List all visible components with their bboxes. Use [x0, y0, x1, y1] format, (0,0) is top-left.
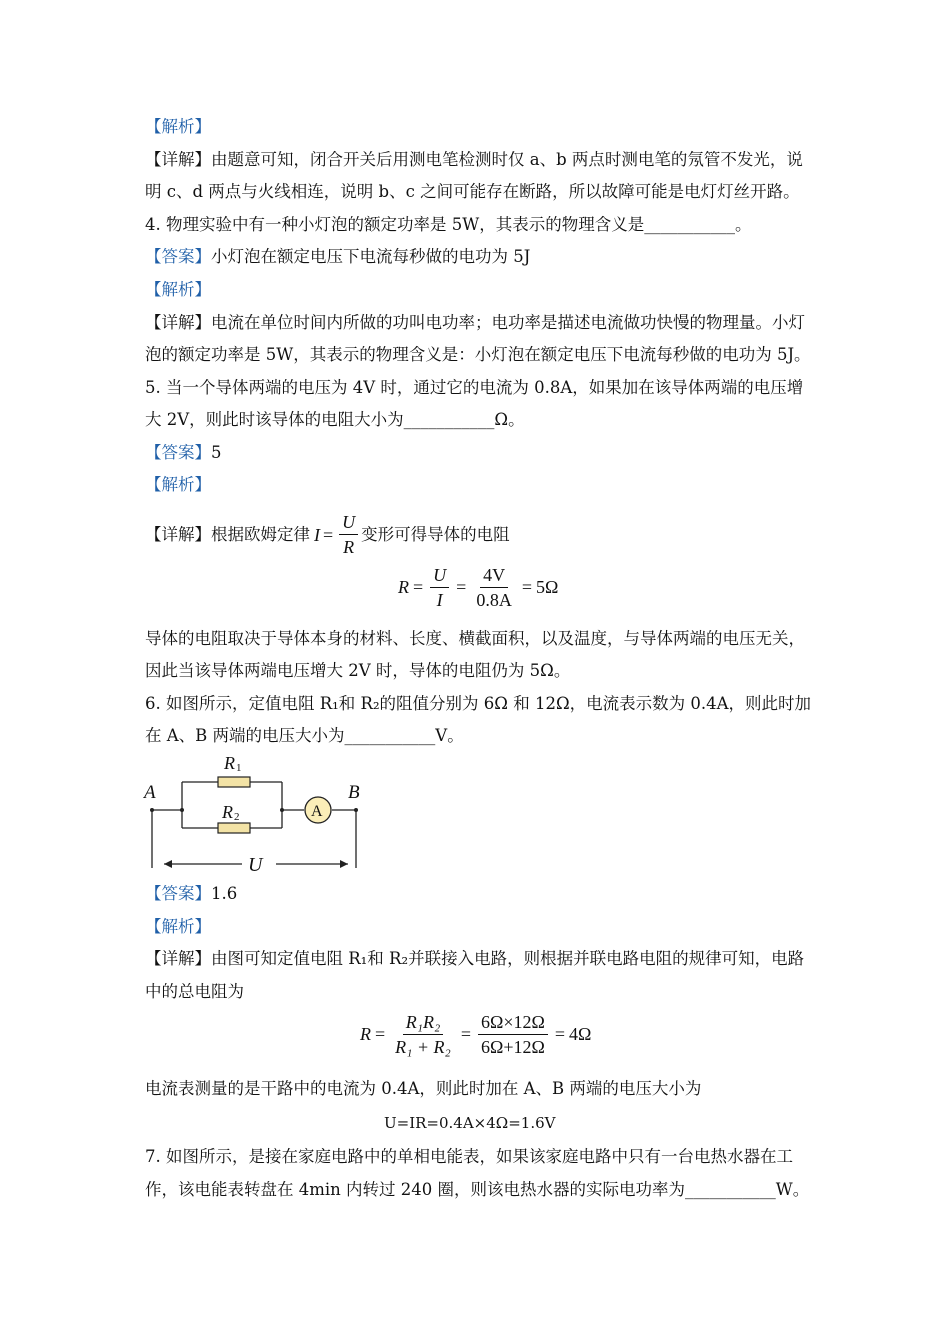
text-line: 【详解】由题意可知，闭合开关后用测电笔检测时仅 a、b 两点时测电笔的氖管不发光，说	[145, 150, 803, 169]
text-line: 因此当该导体两端电压增大 2V 时，导体的电阻仍为 5Ω。	[145, 661, 571, 680]
text-line: 6. 如图所示，定值电阻 R₁和 R₂的阻值分别为 6Ω 和 12Ω，电流表示数为 0.4A，则此时加	[145, 694, 812, 713]
text-line: 在 A、B 两端的电压大小为___________V。	[145, 726, 464, 745]
text-line: 电流表测量的是干路中的电流为 0.4A，则此时加在 A、B 两端的电压大小为	[145, 1079, 702, 1098]
text-line: 【解析】	[145, 117, 211, 136]
text-line: 7. 如图所示，是接在家庭电路中的单相电能表，如果该家庭电路中只有一台电热水器在工	[145, 1147, 793, 1166]
arrow-left-icon	[164, 860, 172, 868]
text-line: 5. 当一个导体两端的电压为 4V 时，通过它的电流为 0.8A，如果加在该导体两端的电压增	[145, 378, 804, 397]
resistor-r2	[218, 823, 250, 833]
circuit-diagram	[140, 748, 380, 878]
text-line: 大 2V，则此时该导体的电阻大小为___________Ω。	[145, 410, 525, 429]
text-line: 明 c、d 两点与火线相连，说明 b、c 之间可能存在断路，所以故障可能是电灯灯丝开路。	[145, 182, 800, 201]
label-u: U	[248, 854, 263, 876]
label-b: B	[348, 782, 360, 803]
text-line: 中的总电阻为	[145, 982, 244, 1001]
text-line: 导体的电阻取决于导体本身的材料、长度、横截面积，以及温度，与导体两端的电压无关，	[145, 629, 805, 648]
text-line: 【解析】	[145, 917, 211, 936]
q6-result: U=IR=0.4A×4Ω=1.6V	[384, 1114, 556, 1132]
q6-formula: R = $\frac{\text{R₁R₂}}{\text{R₁ + R₂}}$ = $\frac{6\Omega\times 12\Omega}{6\Omega+12\Omega}$ = 4Ω	[360, 1012, 592, 1057]
text-line: 泡的额定功率是 5W，其表示的物理含义是：小灯泡在额定电压下电流每秒做的电功为 5J。	[145, 345, 811, 364]
text-line: 【详解】由图可知定值电阻 R₁和 R₂并联接入电路，则根据并联电路电阻的规律可知，电路	[145, 949, 805, 968]
text-line: 【详解】电流在单位时间内所做的功叫电功率；电功率是描述电流做功快慢的物理量。小灯	[145, 313, 805, 332]
ohms-law-fraction: $\frac{U}{R}$	[339, 510, 358, 559]
text-line: 4. 物理实验中有一种小灯泡的额定功率是 5W，其表示的物理含义是___________。	[145, 215, 752, 234]
label-r2: R	[222, 802, 233, 822]
text-line: 【答案】1.6	[145, 884, 238, 903]
label-r1: R	[224, 753, 235, 773]
text-line: 作，该电能表转盘在 4min 内转过 240 圈，则该电热水器的实际电功率为___________W。	[145, 1180, 810, 1199]
text-line: 【答案】小灯泡在额定电压下电流每秒做的电功为 5J	[145, 247, 531, 266]
label-a: A	[144, 782, 156, 803]
text-line: 【解析】	[145, 280, 211, 299]
text-line: 【解析】	[145, 475, 211, 494]
label-r1-sub: 1	[236, 762, 242, 774]
label-r2-sub: 2	[234, 811, 240, 823]
ammeter-label: A	[311, 803, 323, 820]
q5-formula: R = $\frac{U}{I}$ = $\frac{4V}{0.8A}$ = 5Ω	[398, 565, 559, 610]
arrow-right-icon	[340, 860, 348, 868]
text-line: 【答案】5	[145, 443, 222, 462]
q5-detail-line: 【详解】 根据欧姆定律 I = $\frac{U}{R}$ 变形可得导体的电阻	[145, 512, 510, 557]
resistor-r1	[218, 777, 250, 787]
